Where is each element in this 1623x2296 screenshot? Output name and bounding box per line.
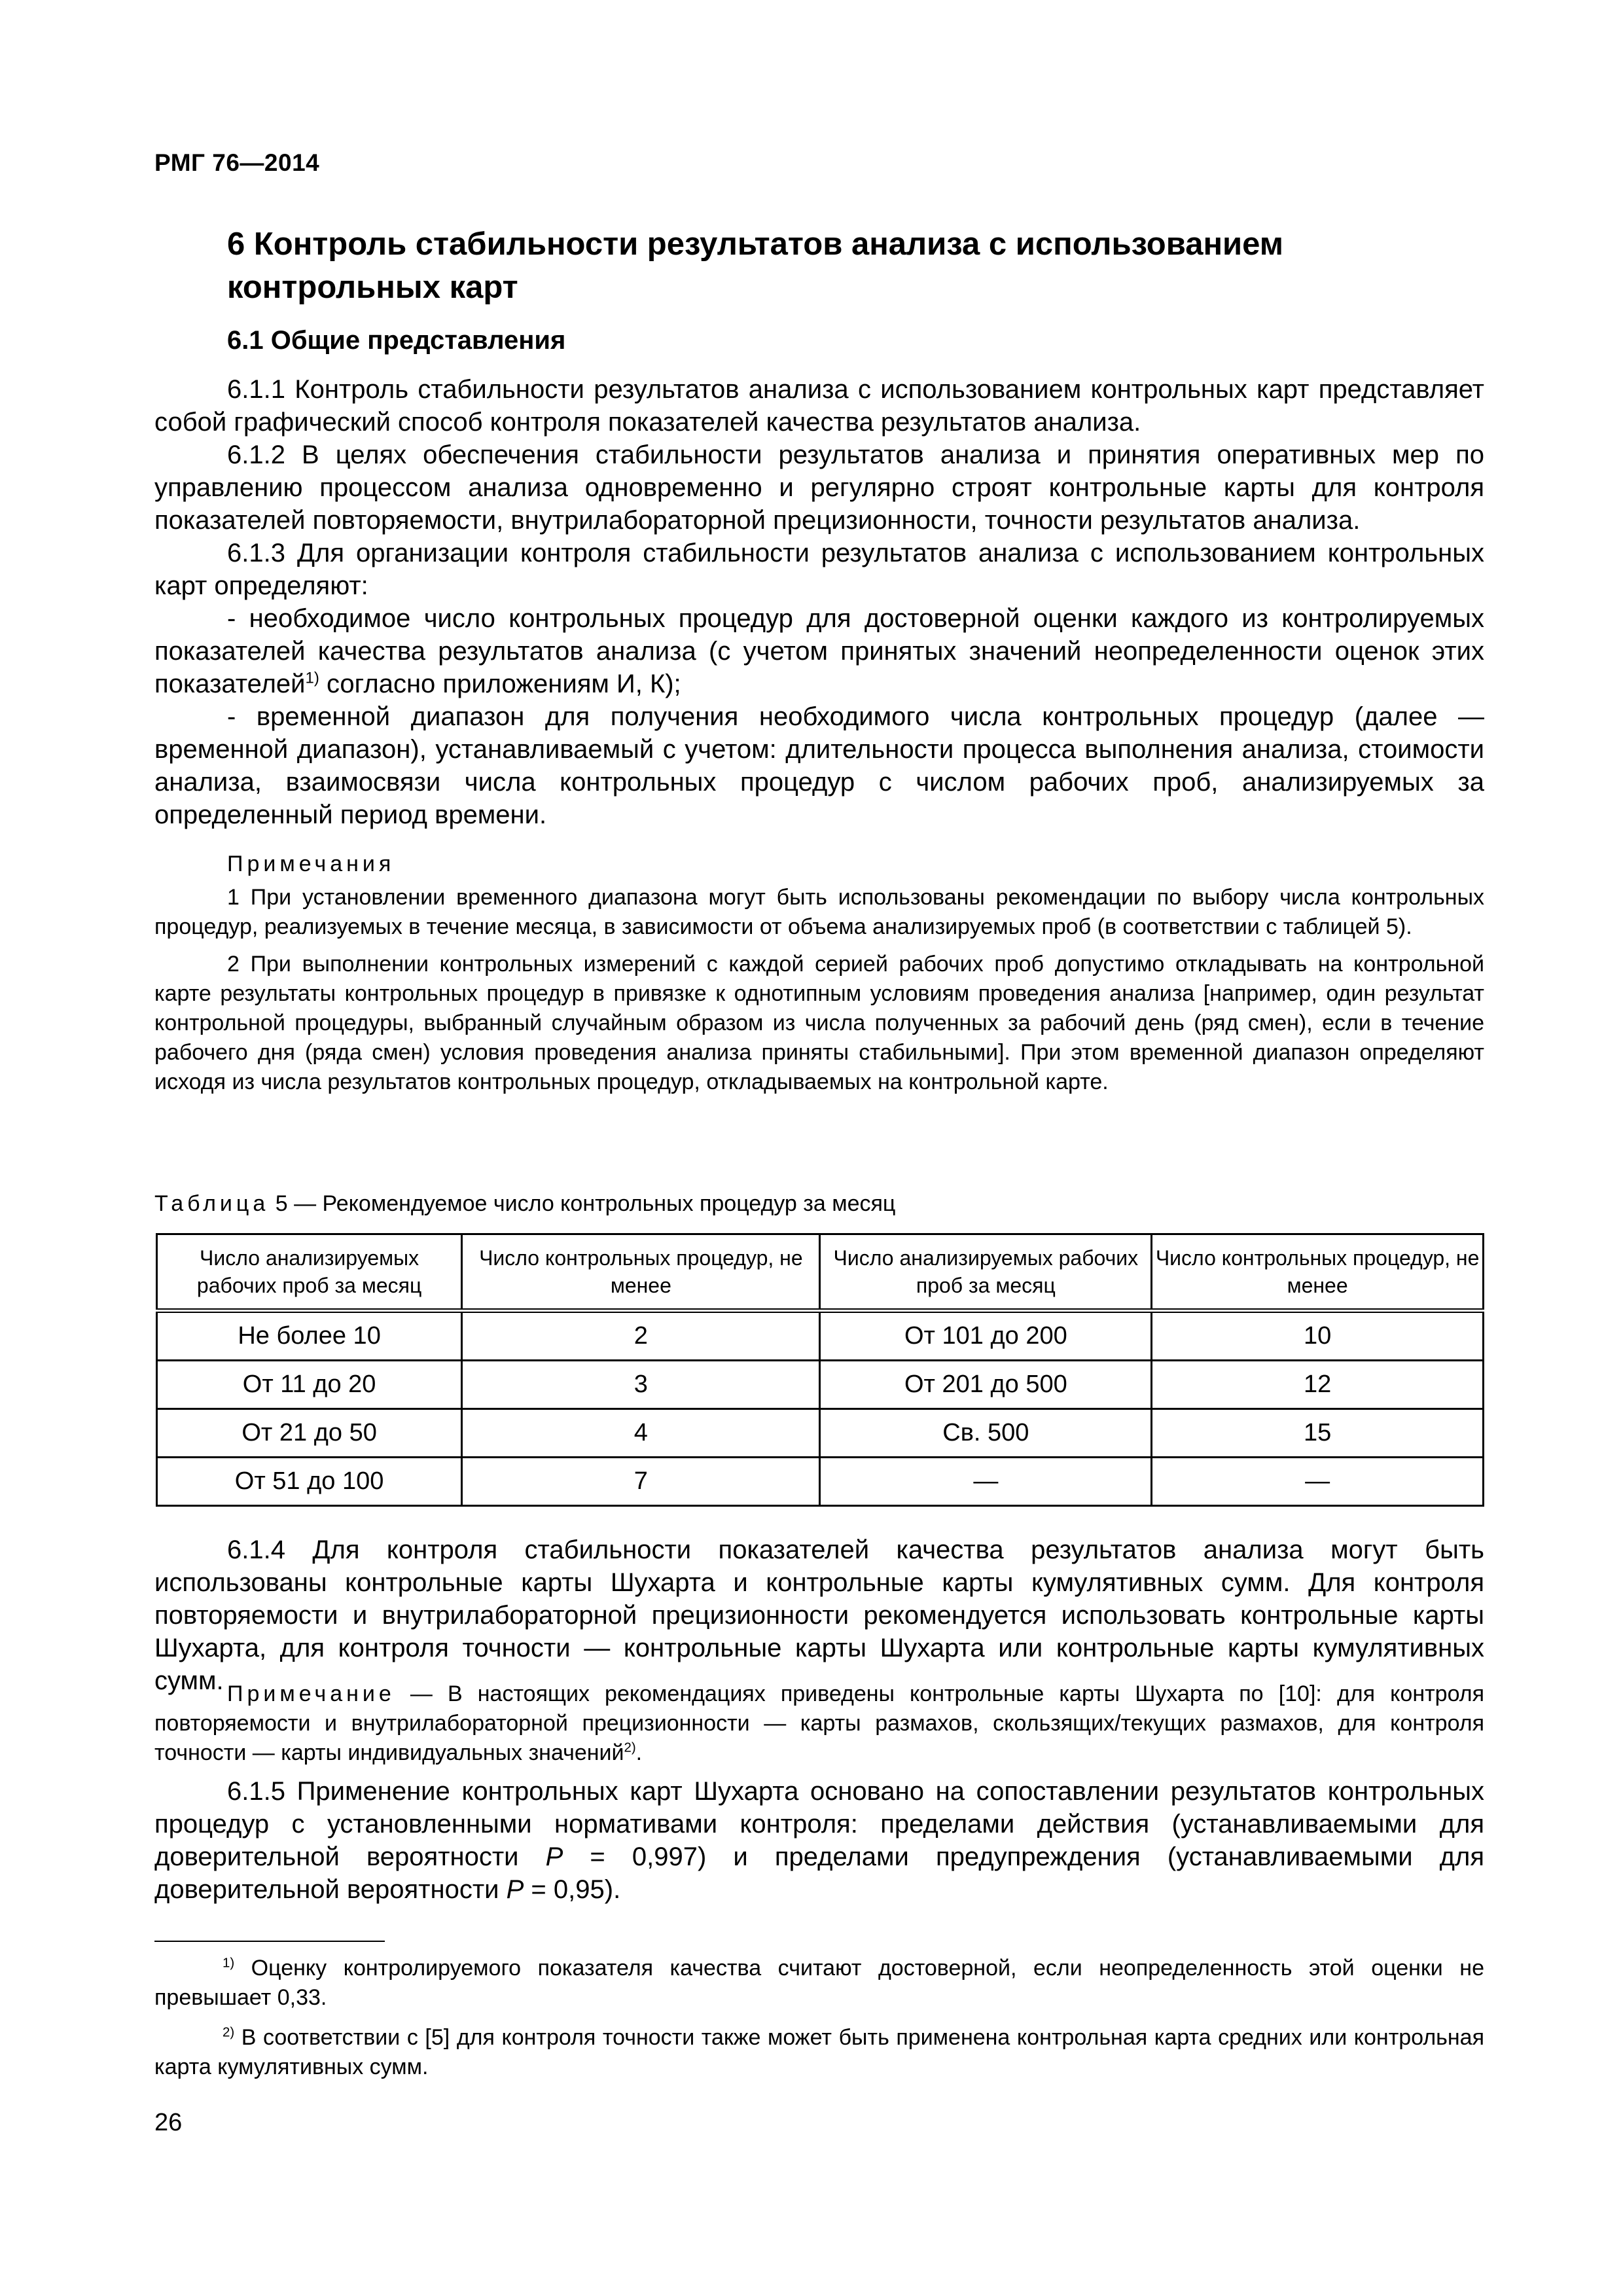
table-cell: Св. 500 [820, 1409, 1152, 1458]
footnote-1 [154, 1954, 1484, 2013]
table-cell: 4 [462, 1409, 820, 1458]
table-caption-text: 5 — Рекомендуемое число контрольных процедур за месяц [269, 1191, 896, 1216]
footnote-ref-1: 1) [305, 669, 319, 687]
table-cell: От 11 до 20 [157, 1361, 462, 1409]
table-cell: От 21 до 50 [157, 1409, 462, 1458]
footnote-2-text: В соответствии с [5] для контроля точности также может быть применена контрольная карта средних или контрольная карта кумулятивных сумм. [154, 2025, 1484, 2079]
table-row [157, 1458, 1484, 1506]
table-header-cell: Число контрольных процедур, не менее [462, 1234, 820, 1311]
subsection-title: 6.1 Общие представления [227, 326, 566, 355]
table-cell: От 101 до 200 [820, 1311, 1152, 1361]
footnote-divider [154, 1941, 385, 1942]
table-cell: 12 [1152, 1361, 1484, 1409]
table-cell: — [820, 1458, 1152, 1506]
paragraph-6-1-4: 6.1.4 Для контроля стабильности показателей качества результатов анализа могут быть использованы контрольные карты Шухарта и контрольные карты кумулятивных сумм. Для контроля повторяемости и внутрилабораторной прецизионности рекомендуется использовать контрольные карты Шухарта, для контроля точности — контрольные карты Шухарта или контрольные карты кумулятивных сумм. [154, 1535, 1484, 1695]
table-cell: 10 [1152, 1311, 1484, 1361]
list-item-1-text: - необходимое число контрольных процедур для достоверной оценки каждого из контролируемых показателей качества результатов анализа (с учетом принятых значений неопределенности оценок этих показателей [154, 604, 1484, 698]
footnote-ref-2: 2) [624, 1740, 636, 1755]
footnotes [154, 1954, 1484, 2092]
p615-part-c: = 0,95). [524, 1875, 621, 1904]
table-caption-label: Таблица [154, 1191, 270, 1216]
body-text [154, 373, 1484, 831]
footnote-2-mark: 2) [223, 2025, 235, 2040]
table-cell: 15 [1152, 1409, 1484, 1458]
document-code: РМГ 76—2014 [154, 149, 320, 176]
note-1: 1 При установлении временного диапазона могут быть использованы рекомендации по выбору числа контрольных процедур, реализуемых в течение месяца, в зависимости от объема анализируемых проб (в соответствии с таблицей 5). [154, 885, 1484, 939]
table-row [157, 1361, 1484, 1409]
table-cell: — [1152, 1458, 1484, 1506]
p615-part-b: = 0,997) и пределами предупреждения (устанавливаемыми для доверительной вероятности [154, 1842, 1484, 1904]
footnote-1-text: Оценку контролируемого показателя качества считают достоверной, если неопределенность этой оценки не превышает 0,33. [154, 1956, 1484, 2010]
table-5 [156, 1233, 1484, 1507]
paragraph-6-1-2: 6.1.2 В целях обеспечения стабильности результатов анализа и принятия оперативных мер по управлению процессом анализа одновременно и регулярно строят контрольные карты для контроля показателей повторяемости, внутрилабораторной прецизионности, точности результатов анализа. [154, 440, 1484, 535]
table-cell: Не более 10 [157, 1311, 462, 1361]
table-cell: От 51 до 100 [157, 1458, 462, 1506]
table-header-cell: Число анализируемых рабочих проб за месяц [157, 1234, 462, 1311]
table-cell: 3 [462, 1361, 820, 1409]
note-after-table [154, 1679, 1484, 1776]
note-label: Примечание [227, 1681, 395, 1706]
p615-symbol-p1: P [545, 1842, 563, 1871]
paragraph-6-1-5 [154, 1775, 1484, 1906]
table-cell: От 201 до 500 [820, 1361, 1152, 1409]
table-header-cell: Число контрольных процедур, не менее [1152, 1234, 1484, 1311]
table-caption [154, 1191, 895, 1217]
table-row [157, 1311, 1484, 1361]
note-text: — В настоящих рекомендациях приведены контрольные карты Шухарта по [10]: для контроля повторяемости и внутрилабораторной прецизионности — карты размахов, скользящих/текущих размахов, для контроля точности — карты индивидуальных значений [154, 1681, 1484, 1765]
table-cell: 2 [462, 1311, 820, 1361]
paragraph-6-1-4-block [154, 1534, 1484, 1697]
note-2: 2 При выполнении контрольных измерений с каждой серией рабочих проб допустимо откладывать на контрольной карте результаты контрольных процедур в привязке к однотипным условиям проведения анализа [например, один результат контрольной процедуры, выбранный случайным образом из числа полученных за рабочий день (ряд смен), если в течение рабочего дня (ряда смен) условия проведения анализа приняты стабильными]. При этом временной диапазон определяют исходя из числа результатов контрольных процедур, откладываемых на контрольной карте. [154, 952, 1484, 1094]
list-item-1-end: согласно приложениям И, К); [319, 670, 681, 698]
notes-heading: Примечания [227, 852, 395, 876]
paragraph-6-1-5-block [154, 1775, 1484, 1906]
paragraph-6-1-1: 6.1.1 Контроль стабильности результатов анализа с использованием контрольных карт представляет собой графический способ контроля показателей качества результатов анализа. [154, 375, 1484, 437]
section-title: 6 Контроль стабильности результатов анализа с использованием контрольных карт [227, 226, 1284, 305]
table-header-row [157, 1234, 1484, 1311]
list-item-2: - временной диапазон для получения необходимого числа контрольных процедур (далее — временной диапазон), устанавливаемый с учетом: длительности процесса выполнения анализа, стоимости анализа, взаимосвязи числа контрольных процедур с числом рабочих проб, анализируемых за определенный период времени. [154, 702, 1484, 829]
paragraph-6-1-3: 6.1.3 Для организации контроля стабильности результатов анализа с использованием контрольных карт определяют: [154, 539, 1484, 600]
p615-symbol-p2: P [506, 1875, 524, 1904]
table-cell: 7 [462, 1458, 820, 1506]
page-number: 26 [154, 2109, 183, 2136]
table-row [157, 1409, 1484, 1458]
note-paragraph [154, 1679, 1484, 1768]
p615-part-a: 6.1.5 Применение контрольных карт Шухарта основано на сопоставлении результатов контрольных процедур с установленными нормативами контроля: пределами действия (устанавливаемыми для доверительной вероятности [154, 1777, 1484, 1871]
notes [154, 850, 1484, 1105]
note-end: . [635, 1740, 643, 1765]
footnote-2 [154, 2023, 1484, 2082]
table-header-cell: Число анализируемых рабочих проб за месяц [820, 1234, 1152, 1311]
footnote-1-mark: 1) [223, 1956, 235, 1971]
list-item-1 [154, 602, 1484, 700]
